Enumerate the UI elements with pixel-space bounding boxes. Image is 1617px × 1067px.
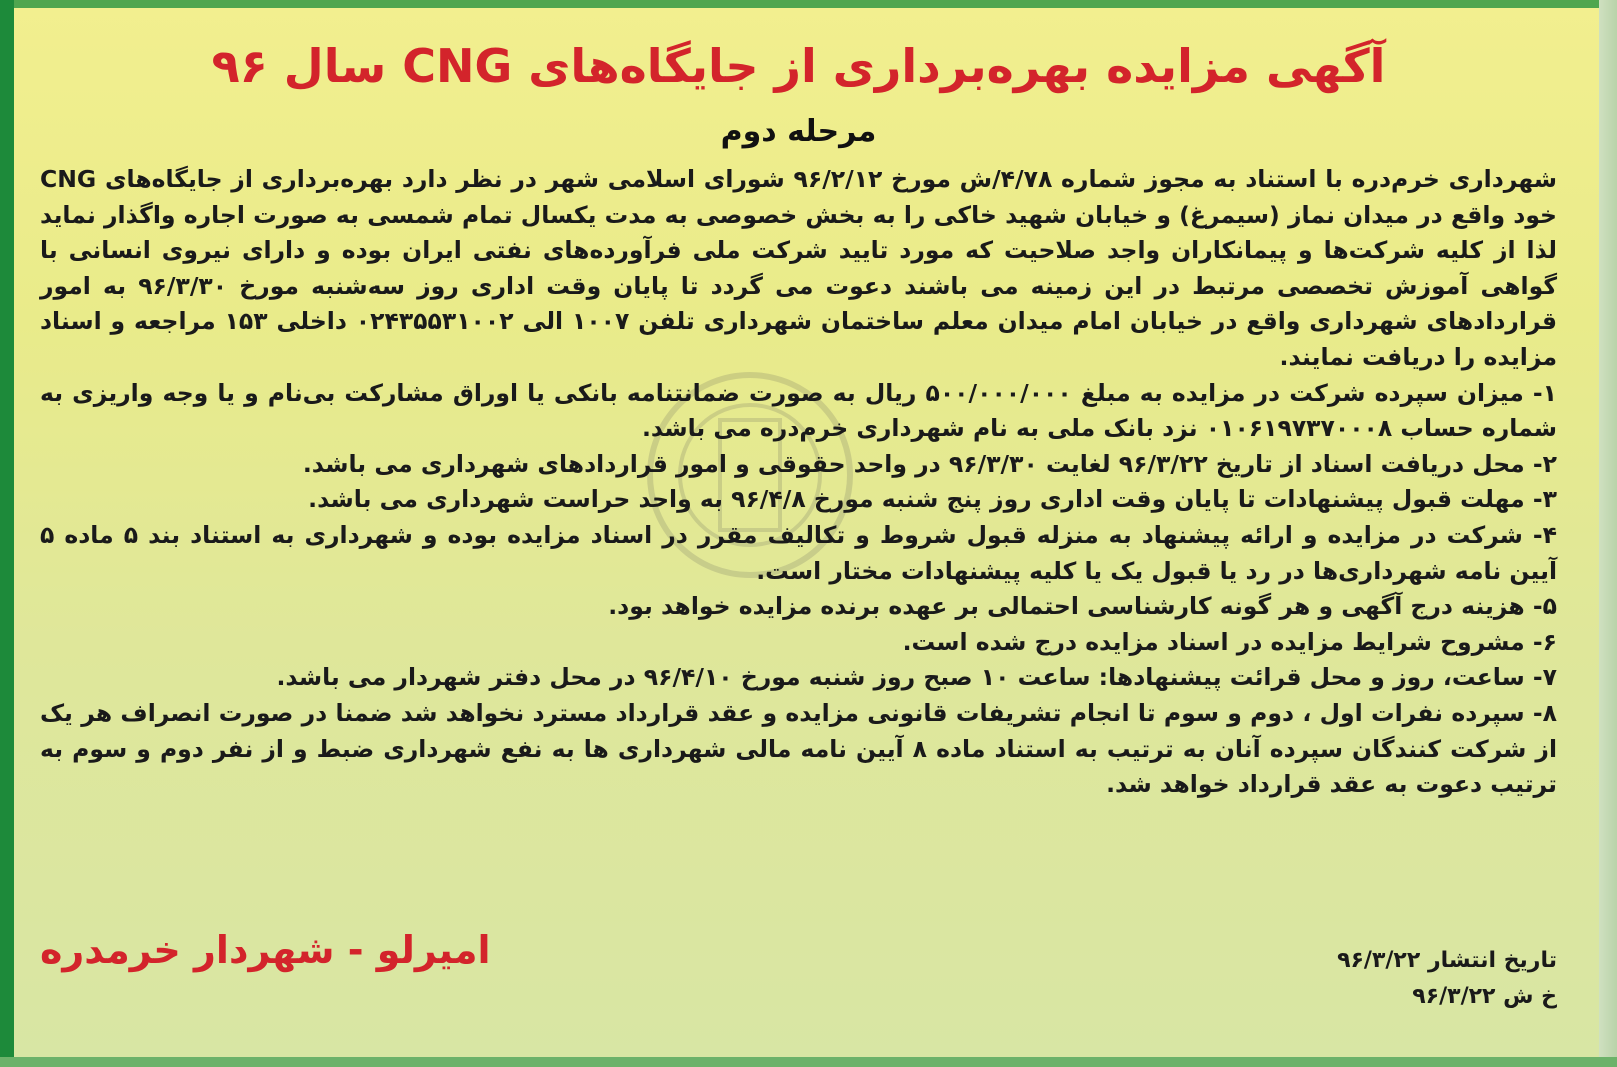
clause-6: ۶- مشروح شرایط مزایده در اسناد مزایده درج شده است. xyxy=(902,627,1557,656)
top-border xyxy=(0,0,1617,8)
notice-subtitle: مرحله دوم xyxy=(720,114,877,149)
mayor-signature: امیرلو - شهردار خرمدره xyxy=(40,928,491,972)
reference-code: خ ش ۹۶/۳/۲۲ xyxy=(1412,984,1557,1009)
notice-content xyxy=(40,30,1557,1057)
publication-info xyxy=(1337,943,1557,1015)
intro-paragraph: شهرداری خرم‌دره با استناد به مجوز شماره ۴/۷۸/ش مورخ ۹۶/۲/۱۲ شورای اسلامی شهر در نظر دارد بهره‌برداری از جایگاه‌های CNG خود واقع در میدان نماز (سیمرغ) و خیابان شهید خاکی را به بخش خصوصی به مدت یکسال تمام شمسی به صورت اجاره واگذار نماید لذا از کلیه شرکت‌ها و پیمانکاران واجد صلاحیت که مورد تایید شرکت ملی فرآورده‌های نفتی ایران بوده و دارای نیروی انسانی با گواهی آموزش تخصصی مرتبط در این زمینه می باشند دعوت می گردد تا پایان وقت اداری روز سه‌شنبه مورخ ۹۶/۳/۳۰ به امور قراردادهای شهرداری واقع در خیابان امام میدان معلم ساختمان شهرداری تلفن ۱۰۰۷ الی ۰۲۴۳۵۵۳۱۰۰۲ داخلی ۱۵۳ مراجعه و اسناد مزایده را دریافت نمایند. xyxy=(40,165,1558,371)
clause-1: ۱- میزان سپرده شرکت در مزایده به مبلغ ۵۰۰/۰۰۰/۰۰۰ ریال به صورت ضمانتنامه بانکی یا اوراق مشارکت بی‌نام و یا وجه واریزی به شماره حساب ۰۱۰۶۱۹۷۳۷۰۰۰۸ نزد بانک ملی به نام شهرداری خرم‌دره می باشد. xyxy=(40,378,1557,443)
clause-7: ۷- ساعت، روز و محل قرائت پیشنهادها: ساعت ۱۰ صبح روز شنبه مورخ ۹۶/۴/۱۰ در محل دفتر شهردار می باشد. xyxy=(276,663,1557,692)
publish-date: تاریخ انتشار ۹۶/۳/۲۲ xyxy=(1337,948,1557,973)
right-border xyxy=(1599,0,1617,1067)
clause-3: ۳- مهلت قبول پیشنهادات تا پایان وقت اداری روز پنج شنبه مورخ ۹۶/۴/۸ به واحد حراست شهرداری می باشد. xyxy=(308,485,1557,514)
clause-5: ۵- هزینه درج آگهی و هر گونه کارشناسی احتمالی بر عهده برنده مزایده خواهد بود. xyxy=(608,592,1557,621)
left-green-border xyxy=(0,0,14,1067)
clause-8: ۸- سپرده نفرات اول ، دوم و سوم تا انجام تشریفات قانونی مزایده و عقد قرارداد مسترد نخواهد شد ضمنا در صورت انصراف هر یک از شرکت کنندگان سپرده آنان به ترتیب به استناد ماده ۸ آیین نامه مالی شهرداری ها به نفع شهرداری ضبط و از نفر دوم و سوم به ترتیب دعوت به عقد قرارداد خواهد شد. xyxy=(40,698,1557,799)
notice-body xyxy=(40,162,1557,803)
clause-2: ۲- محل دریافت اسناد از تاریخ ۹۶/۳/۲۲ لغایت ۹۶/۳/۳۰ در واحد حقوقی و امور قراردادهای شهرداری می باشد. xyxy=(302,449,1557,478)
notice-footer xyxy=(40,925,1557,1045)
notice-title: آگهی مزایده بهره‌برداری از جایگاه‌های CNG سال ۹۶ xyxy=(211,39,1386,93)
bottom-border xyxy=(0,1057,1617,1067)
clause-4: ۴- شرکت در مزایده و ارائه پیشنهاد به منزله قبول شروط و تکالیف مقرر در اسناد مزایده بوده و شهرداری به استناد بند ۵ ماده ۵ آیین نامه شهرداری‌ها در رد یا قبول یک یا کلیه پیشنهادات مختار است. xyxy=(40,520,1558,585)
